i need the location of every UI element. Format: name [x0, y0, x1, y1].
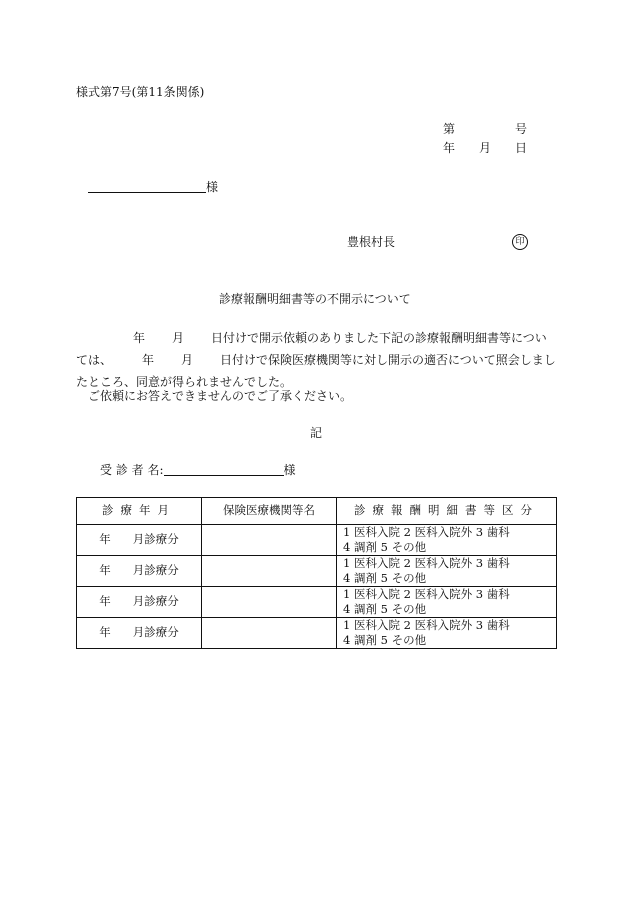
row-year: 年 [99, 532, 111, 547]
date-day: 日 [515, 141, 528, 155]
patient-suffix: 様 [283, 463, 296, 477]
patient-name-line [164, 463, 284, 476]
table-row [77, 556, 557, 587]
row-month: 月診療分 [132, 563, 179, 578]
row-month: 月診療分 [132, 532, 179, 547]
body-closing: ご依頼にお答えできませんのでご了承ください。 [88, 389, 353, 403]
table-row [77, 525, 557, 556]
header-consult-month: 診療年月 [77, 498, 202, 525]
row-year: 年 [99, 563, 111, 578]
body-text-2: 日付けで保険医療機関等に対し開示の適否について照会しましたところ、同意が得られませんでした。 [76, 353, 556, 389]
category-line-2: 4 調剤 5 その他 [343, 633, 427, 647]
category-cell [337, 587, 557, 618]
row-year: 年 [99, 625, 111, 640]
body-month-2: 月 [181, 353, 194, 367]
table-header-row [77, 498, 557, 525]
patient-line [100, 463, 296, 476]
doc-number-prefix: 第 [443, 122, 456, 136]
body-month-1: 月 [172, 331, 185, 345]
table-row [77, 587, 557, 618]
category-cell [337, 556, 557, 587]
institution-cell [202, 587, 337, 618]
consult-month-cell [77, 618, 202, 649]
consult-month-cell [77, 556, 202, 587]
category-line-1: 1 医科入院 2 医科入院外 3 歯科 [343, 556, 510, 570]
document-title: 診療報酬明細書等の不開示について [219, 292, 411, 306]
form-number: 様式第7号(第11条関係) [76, 85, 205, 99]
body-paragraph [76, 327, 558, 393]
doc-number-suffix: 号 [515, 122, 528, 136]
seal-text: 印 [512, 234, 528, 250]
sender-title: 豊根村長 [347, 235, 396, 249]
doc-date [443, 142, 527, 154]
consult-month-cell [77, 525, 202, 556]
body-text-1: 日付けで開示依頼のありました下記の診療報酬明細書等については、 [76, 331, 547, 367]
category-line-2: 4 調剤 5 その他 [343, 540, 427, 554]
addressee [88, 180, 218, 193]
ki-marker: 記 [310, 426, 323, 440]
institution-cell [202, 525, 337, 556]
patient-label: 受 診 者 名: [100, 463, 164, 477]
category-line-1: 1 医科入院 2 医科入院外 3 歯科 [343, 525, 510, 539]
consult-month-cell [77, 587, 202, 618]
seal-mark [512, 234, 528, 250]
table-row [77, 618, 557, 649]
row-month: 月診療分 [132, 625, 179, 640]
category-line-1: 1 医科入院 2 医科入院外 3 歯科 [343, 587, 510, 601]
category-line-2: 4 調剤 5 その他 [343, 571, 427, 585]
institution-cell [202, 556, 337, 587]
addressee-name-line [88, 180, 206, 193]
body-year-1: 年 [133, 331, 146, 345]
header-category: 診療報酬明細書等区分 [337, 498, 557, 525]
category-line-1: 1 医科入院 2 医科入院外 3 歯科 [343, 618, 510, 632]
institution-cell [202, 618, 337, 649]
date-year: 年 [443, 141, 456, 155]
addressee-suffix: 様 [206, 180, 219, 194]
body-year-2: 年 [142, 353, 155, 367]
date-month: 月 [479, 141, 492, 155]
category-line-2: 4 調剤 5 その他 [343, 602, 427, 616]
header-institution: 保険医療機関等名 [202, 498, 337, 525]
category-cell [337, 525, 557, 556]
category-cell [337, 618, 557, 649]
row-month: 月診療分 [132, 594, 179, 609]
row-year: 年 [99, 594, 111, 609]
doc-number [443, 123, 527, 135]
receipt-table [76, 497, 557, 649]
